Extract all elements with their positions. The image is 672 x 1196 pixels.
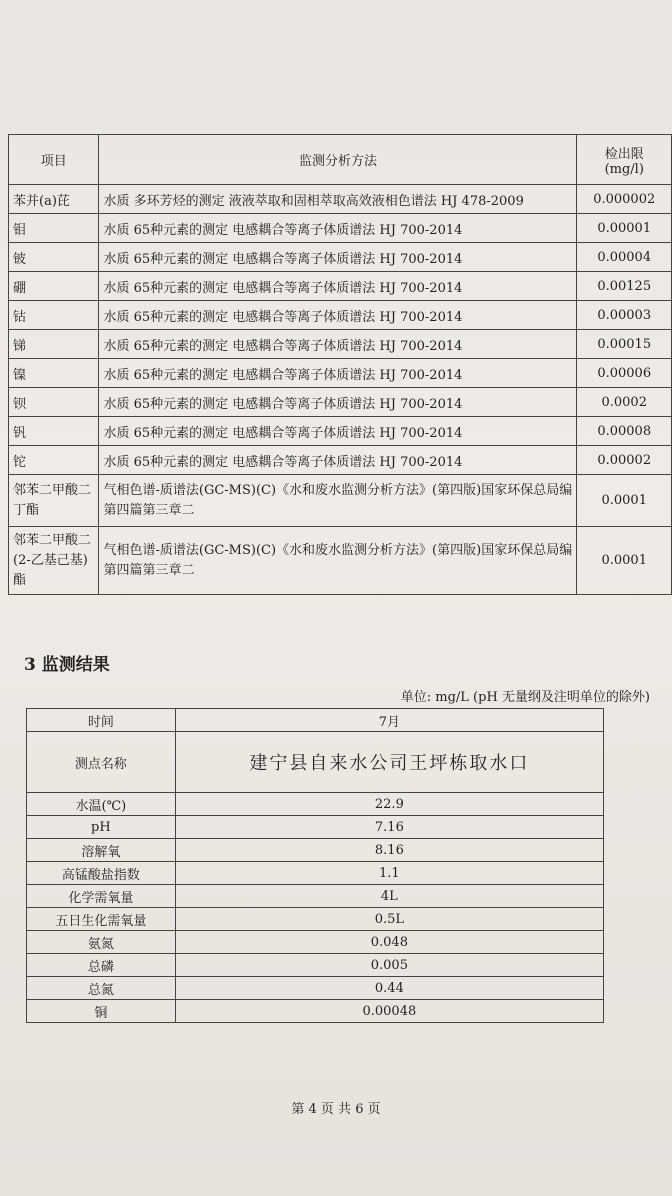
row-method: 水质 65种元素的测定 电感耦合等离子体质谱法 HJ 700-2014 <box>99 330 577 359</box>
param-name: 水温(℃) <box>27 793 176 816</box>
table-row <box>9 388 672 417</box>
header-method: 监测分析方法 <box>99 135 577 185</box>
time-label: 时间 <box>27 709 176 732</box>
param-name: 总磷 <box>27 954 176 977</box>
row-item: 钴 <box>9 301 99 330</box>
table-row <box>27 732 604 793</box>
section-title: 3 监测结果 <box>24 655 110 675</box>
param-name: 铜 <box>27 1000 176 1023</box>
row-method: 水质 多环芳烃的测定 液液萃取和固相萃取高效液相色谱法 HJ 478-2009 <box>99 185 577 214</box>
table-row <box>9 214 672 243</box>
param-value: 1.1 <box>175 862 603 885</box>
row-item: 铍 <box>9 243 99 272</box>
row-method: 气相色谱-质谱法(GC-MS)(C)《水和废水监测分析方法》(第四版)国家环保总局编 第四篇第三章二 <box>99 475 577 527</box>
row-limit: 0.000002 <box>577 185 672 214</box>
table-row <box>27 816 604 839</box>
methods-table-header <box>9 135 672 185</box>
row-item: 钼 <box>9 214 99 243</box>
param-name: 化学需氧量 <box>27 885 176 908</box>
table-row <box>27 793 604 816</box>
table-row <box>27 954 604 977</box>
table-row <box>9 243 672 272</box>
row-limit: 0.00125 <box>577 272 672 301</box>
param-name: 高锰酸盐指数 <box>27 862 176 885</box>
table-row <box>27 1000 604 1023</box>
header-limit <box>577 135 672 185</box>
table-row <box>9 185 672 214</box>
row-limit: 0.00008 <box>577 417 672 446</box>
header-item: 项目 <box>9 135 99 185</box>
row-method: 水质 65种元素的测定 电感耦合等离子体质谱法 HJ 700-2014 <box>99 446 577 475</box>
table-row <box>9 330 672 359</box>
row-method: 水质 65种元素的测定 电感耦合等离子体质谱法 HJ 700-2014 <box>99 417 577 446</box>
row-limit: 0.0002 <box>577 388 672 417</box>
param-value: 0.5L <box>175 908 603 931</box>
param-value: 22.9 <box>175 793 603 816</box>
table-row <box>27 885 604 908</box>
param-name: 溶解氧 <box>27 839 176 862</box>
param-name: 五日生化需氧量 <box>27 908 176 931</box>
row-method: 水质 65种元素的测定 电感耦合等离子体质谱法 HJ 700-2014 <box>99 272 577 301</box>
param-name: 氨氮 <box>27 931 176 954</box>
param-value: 0.44 <box>175 977 603 1000</box>
row-method: 气相色谱-质谱法(GC-MS)(C)《水和废水监测分析方法》(第四版)国家环保总局编 第四篇第三章二 <box>99 527 577 595</box>
row-limit: 0.00015 <box>577 330 672 359</box>
methods-table <box>8 134 672 595</box>
row-limit: 0.0001 <box>577 527 672 595</box>
row-limit: 0.00003 <box>577 301 672 330</box>
table-row <box>27 931 604 954</box>
param-value: 8.16 <box>175 839 603 862</box>
row-method: 水质 65种元素的测定 电感耦合等离子体质谱法 HJ 700-2014 <box>99 243 577 272</box>
table-row <box>27 709 604 732</box>
row-item: 钡 <box>9 388 99 417</box>
row-item: 铊 <box>9 446 99 475</box>
row-method: 水质 65种元素的测定 电感耦合等离子体质谱法 HJ 700-2014 <box>99 214 577 243</box>
table-row <box>27 839 604 862</box>
site-value: 建宁县自来水公司王坪栋取水口 <box>175 732 603 793</box>
table-row <box>9 475 672 527</box>
param-value: 0.005 <box>175 954 603 977</box>
row-item: 钒 <box>9 417 99 446</box>
results-table <box>26 708 604 1023</box>
table-row <box>27 908 604 931</box>
unit-note: 单位: mg/L (pH 无量纲及注明单位的除外) <box>400 690 650 705</box>
row-item: 邻苯二甲酸二丁酯 <box>9 475 99 527</box>
row-item: 邻苯二甲酸二(2-乙基己基)酯 <box>9 527 99 595</box>
time-value: 7月 <box>175 709 603 732</box>
table-row <box>27 977 604 1000</box>
page-number: 第 4 页 共 6 页 <box>291 1102 381 1117</box>
table-row <box>27 862 604 885</box>
header-limit-unit: (mg/l) <box>604 161 644 177</box>
row-method: 水质 65种元素的测定 电感耦合等离子体质谱法 HJ 700-2014 <box>99 359 577 388</box>
param-value: 0.048 <box>175 931 603 954</box>
row-method: 水质 65种元素的测定 电感耦合等离子体质谱法 HJ 700-2014 <box>99 301 577 330</box>
row-item: 硼 <box>9 272 99 301</box>
param-value: 7.16 <box>175 816 603 839</box>
param-value: 4L <box>175 885 603 908</box>
row-limit: 0.0001 <box>577 475 672 527</box>
table-row <box>9 272 672 301</box>
table-row <box>9 301 672 330</box>
row-limit: 0.00002 <box>577 446 672 475</box>
table-row <box>9 417 672 446</box>
row-method: 水质 65种元素的测定 电感耦合等离子体质谱法 HJ 700-2014 <box>99 388 577 417</box>
row-item: 锑 <box>9 330 99 359</box>
row-limit: 0.00001 <box>577 214 672 243</box>
row-item: 镍 <box>9 359 99 388</box>
table-row <box>9 446 672 475</box>
row-limit: 0.00006 <box>577 359 672 388</box>
param-name: 总氮 <box>27 977 176 1000</box>
param-value: 0.00048 <box>175 1000 603 1023</box>
row-limit: 0.00004 <box>577 243 672 272</box>
header-limit-label: 检出限 <box>604 146 644 162</box>
param-name: pH <box>27 816 176 839</box>
row-item: 苯并(a)芘 <box>9 185 99 214</box>
site-label: 测点名称 <box>27 732 176 793</box>
table-row <box>9 527 672 595</box>
table-row <box>9 359 672 388</box>
